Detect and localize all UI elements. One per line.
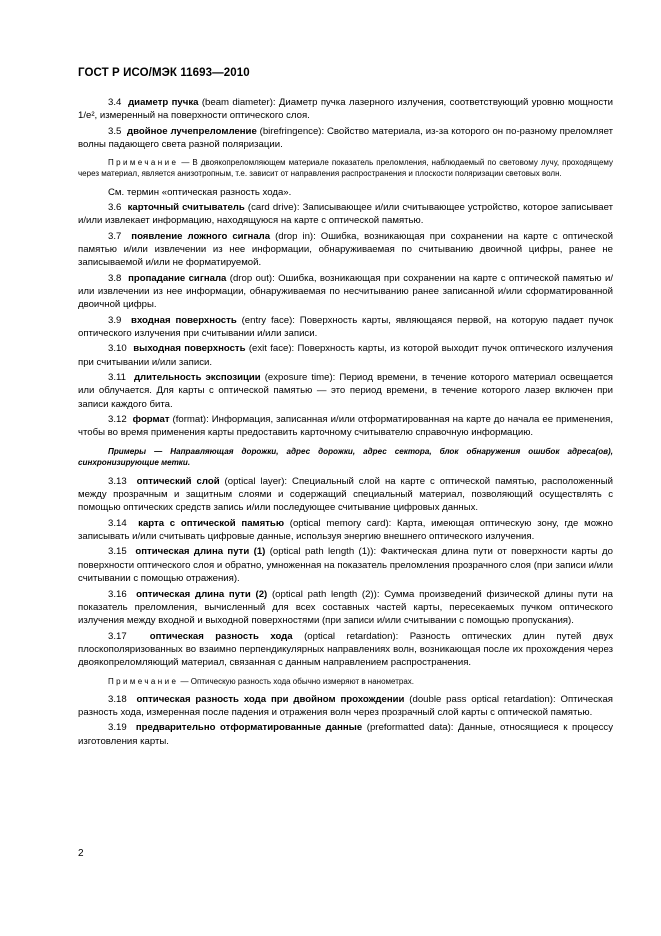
term-name: диаметр пучка bbox=[128, 97, 199, 108]
term-entry-3-12: 3.12 формат (format): Информация, записанная и/или отформатированная на карте до начала ее применения, чтобы во время применения карты предоставить карточному считывателю справочную информацию. bbox=[78, 414, 613, 439]
term-entry-3-16: 3.16 оптическая длина пути (2) (optical path length (2)): Сумма произведений физической длины пути на показатель преломления, вычисленный для всех составных частей карты, пересекаемых пучком оптического излучения между входной и выходной поверхностями (при записи и/или считывании с помощью пропускания). bbox=[78, 588, 613, 627]
note-optical-retardation: Примечание — Оптическую разность хода обычно измеряют в нанометрах. bbox=[108, 676, 415, 686]
note-label: Примечание bbox=[108, 158, 179, 168]
term-entry-3-17: 3.17 оптическая разность хода (optical retardation): Разность оптических длин путей двух плоскополяризованных во взаимно перпендикулярных направлениях волн, возникающая после их прохождения через двоякопреломляющий материал, связанная с данным направлением распространения. bbox=[78, 630, 613, 669]
term-entry-3-7: 3.7 появление ложного сигнала (drop in): Ошибка, возникающая при сохранении на карте с оптической памятью и/или извлечении из нее информации, обнаруживаемая по считыванию двоичной цифры, ранее не записываемой и/или не форматируемой. bbox=[78, 230, 613, 269]
term-entry-3-5: 3.5 двойное лучепреломление (birefringence): Свойство материала, из-за которого он по-разному преломляет волны падающего света разной поляризации. bbox=[78, 125, 613, 151]
term-name: оптическая разность хода при двойном прохождении bbox=[136, 693, 405, 705]
term-entry-3-10: 3.10 выходная поверхность (exit face): Поверхность карты, из которой выходит пучок оптического излучения при считывании и/или записи. bbox=[78, 343, 613, 368]
term-name: карточный считыватель bbox=[127, 201, 245, 213]
term-entry-3-8: 3.8 пропадание сигнала (drop out): Ошибка, возникающая при сохранении на карте с оптической памятью и/или извлечении из нее информации, обнаруживаемая по несчитыванию ранее записанной и/или сформатированной двоичной цифры. bbox=[78, 272, 613, 311]
term-entry-3-11: 3.11 длительность экспозиции (exposure time): Период времени, в течение которого материал освещается или облучается. Для карты с оптической памятью — это период времени, в течение которого лазер включен при записи каждого бита. bbox=[78, 372, 613, 410]
term-entry-3-18: 3.18 оптическая разность хода при двойном прохождении (double pass optical retardation): Оптическая разность хода, измеренная после падения и отражения волн через прозрачный слой карты с оптической памятью. bbox=[78, 693, 613, 718]
term-name: оптический слой bbox=[136, 475, 220, 487]
term-name: пропадание сигнала bbox=[128, 272, 227, 284]
examples-note: Примеры — Направляющая дорожки, адрес дорожки, адрес сектора, блок обнаружения ошибок адреса(ов), синхронизирующие метки. bbox=[78, 446, 613, 468]
term-name: формат bbox=[132, 414, 170, 426]
term-name: входная поверхность bbox=[131, 314, 237, 326]
term-entry-3-14: 3.14 карта с оптической памятью (optical memory card): Карта, имеющая оптическую зону, где можно записывать и/или считывать цифровые данные, используя энергию внешнего оптического излучения. bbox=[78, 517, 613, 543]
term-entry-3-13: 3.13 оптический слой (optical layer): Специальный слой на карте с оптической памятью, расположенный между прозрачным и защитным слоями и содержащий специальный материал, позволяющий осуществлять с помощью оптических средств запись и/или последующее считывание цифровых данных. bbox=[78, 475, 613, 514]
term-name: карта с оптической памятью bbox=[138, 517, 285, 529]
term-entry-3-4: 3.4 диаметр пучка (beam diameter): Диаметр пучка лазерного излучения, соответствующий уровню мощности 1/е², измеренный на поверхности оптического слоя. bbox=[78, 97, 613, 122]
term-name: оптическая разность хода bbox=[149, 630, 293, 642]
term-name: оптическая длина пути (2) bbox=[136, 588, 268, 600]
terms-content bbox=[78, 96, 613, 750]
term-name: оптическая длина пути (1) bbox=[135, 546, 266, 558]
term-entry-3-9: 3.9 входная поверхность (entry face): Поверхность карты, являющаяся первой, на которую падает пучок оптического излучения при считывании и/или записи. bbox=[78, 314, 613, 339]
term-name: длительность экспозиции bbox=[133, 372, 261, 384]
term-entry-3-19: 3.19 предварительно отформатированные данные (preformatted data): Данные, относящиеся к процессу изготовления карты. bbox=[78, 722, 613, 747]
term-entry-3-15: 3.15 оптическая длина пути (1) (optical path length (1)): Фактическая длина пути от поверхности карты до поверхности оптического слоя и обратно, умноженная на показатель преломления прозрачного слоя (при записи и/или считывании с помощью отражения). bbox=[78, 546, 613, 585]
note-birefringence: Примечание — В двоякопреломляющем материале показатель преломления, наблюдаемый по световому лучу, проходящему через материал, является анизотропным, т.е. зависит от направления распространения и плоскости поляризации световых волн. bbox=[78, 158, 613, 179]
term-name: выходная поверхность bbox=[133, 343, 246, 355]
page-header-title: ГОСТ Р ИСО/МЭК 11693—2010 bbox=[78, 67, 250, 79]
term-entry-3-6: 3.6 карточный считыватель (card drive): Записывающее и/или считывающее устройство, которое записывает и/или извлекает информацию, находящуюся на карте с оптической памятью. bbox=[78, 201, 613, 227]
note-label: Примечание bbox=[108, 676, 179, 686]
term-name: предварительно отформатированные данные bbox=[135, 722, 363, 734]
see-also-reference: См. термин «оптическая разность хода». bbox=[108, 186, 292, 198]
term-name: двойное лучепреломление bbox=[127, 125, 257, 137]
page-number: 2 bbox=[78, 848, 84, 859]
term-name: появление ложного сигнала bbox=[131, 230, 271, 242]
